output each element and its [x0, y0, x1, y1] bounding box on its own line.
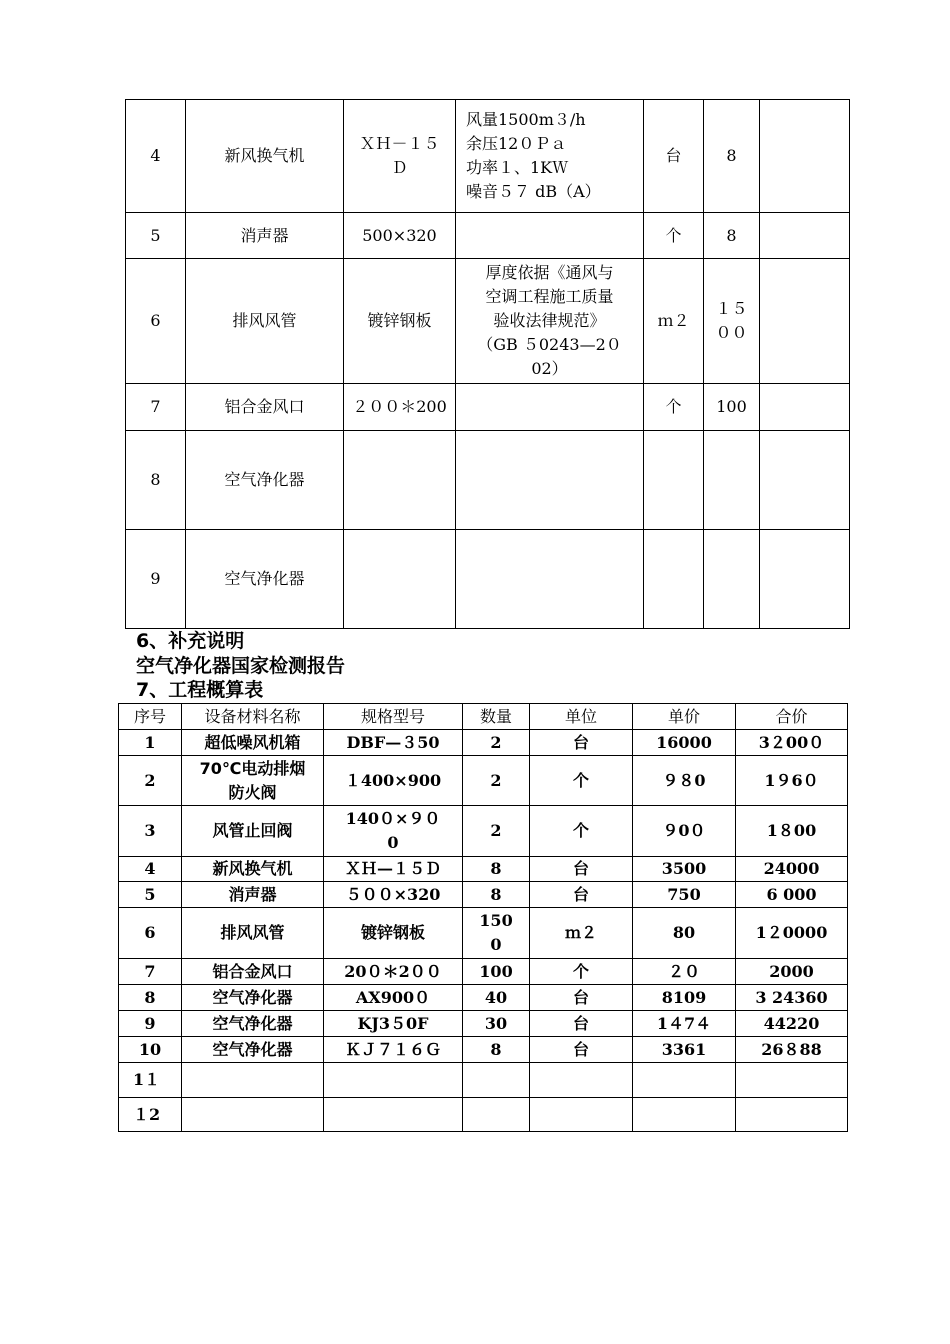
cell-line: 消声器	[228, 884, 277, 904]
name-cell: 空气净化器	[186, 431, 344, 530]
cell-line: ２０	[667, 961, 700, 981]
cell-line: 4	[144, 859, 156, 878]
unit-price-cell	[633, 1037, 736, 1063]
column-header: 单价	[633, 704, 736, 730]
budget-table	[118, 703, 848, 1132]
cell-line: 8	[726, 225, 737, 245]
spec-cell	[456, 384, 644, 431]
model-cell	[324, 1011, 463, 1037]
cell-line: 2	[490, 770, 502, 790]
qty-cell	[463, 756, 530, 806]
spec-cell	[456, 259, 644, 384]
total-price-cell	[736, 908, 848, 959]
model-cell	[344, 259, 456, 384]
column-header: 数量	[463, 704, 530, 730]
cell-line: 80	[672, 923, 696, 942]
cell-line: 100	[479, 961, 513, 981]
cell-line: 20０＊2００	[344, 961, 442, 981]
model-cell	[344, 431, 456, 530]
row-number-cell	[119, 908, 182, 959]
unit-cell: 台	[530, 985, 633, 1011]
qty-cell	[463, 908, 530, 959]
total-price-cell	[736, 1011, 848, 1037]
cell-line: 140０×９０	[345, 809, 441, 828]
row-number-cell	[119, 730, 182, 756]
cell-line: 3500	[661, 859, 707, 878]
table-row	[119, 1098, 848, 1132]
total-price-cell	[736, 1098, 848, 1132]
model-cell	[324, 959, 463, 985]
unit-price-cell	[633, 1063, 736, 1098]
unit-price-cell	[633, 908, 736, 959]
cell-line: 空调工程施工质量	[485, 287, 614, 306]
unit-cell	[644, 530, 704, 629]
model-cell	[324, 806, 463, 857]
row-number-cell	[119, 959, 182, 985]
cell-line: KJ3５0F	[357, 1013, 429, 1033]
unit-price-cell	[633, 857, 736, 882]
qty-cell	[463, 985, 530, 1011]
cell-line: 100	[716, 397, 747, 416]
model-cell	[324, 1037, 463, 1063]
cell-line: 空气净化器	[212, 1013, 293, 1033]
cell-line: １2	[133, 1104, 161, 1124]
model-cell	[344, 100, 456, 213]
model-cell	[324, 882, 463, 908]
name-cell	[182, 1098, 324, 1132]
qty-cell	[704, 431, 760, 530]
unit-cell: 台	[530, 857, 633, 882]
section-6-title: 6、补充说明	[136, 630, 245, 652]
table-row	[119, 857, 848, 882]
cell-line: １400×900	[344, 770, 442, 790]
cell-line: 排风风管	[220, 923, 285, 942]
cell-line: １５	[715, 299, 748, 318]
cell-line: （GB ５0243—2０	[477, 335, 622, 354]
cell-line: 8	[726, 146, 737, 165]
cell-line: 1	[144, 732, 156, 752]
name-cell	[182, 882, 324, 908]
name-cell: 空气净化器	[186, 530, 344, 629]
qty-cell	[704, 259, 760, 384]
cell-line: 1８00	[766, 821, 817, 840]
cell-line: 8	[490, 859, 502, 878]
cell-line: 空气净化器	[212, 1039, 293, 1059]
row-number-cell	[119, 857, 182, 882]
cell-line: 2	[490, 732, 502, 752]
row-number-cell	[119, 882, 182, 908]
cell-line: 40	[484, 987, 508, 1007]
cell-line: 6	[144, 923, 156, 942]
cell-line: 验收法律规范》	[493, 311, 606, 330]
cell-line: 5	[144, 884, 156, 904]
qty-cell	[463, 882, 530, 908]
row-number-cell: 4	[126, 100, 186, 213]
spec-cell	[456, 530, 644, 629]
cell-line: 噪音５７ dB（A）	[466, 182, 601, 201]
cell-line: 超低噪风机箱	[204, 732, 301, 752]
column-header: 单位	[530, 704, 633, 730]
row-number-cell	[119, 1063, 182, 1098]
qty-cell	[463, 1011, 530, 1037]
remark-cell	[760, 431, 850, 530]
name-cell	[182, 959, 324, 985]
unit-price-cell	[633, 1011, 736, 1037]
cell-line: 新风换气机	[212, 859, 293, 878]
total-price-cell	[736, 756, 848, 806]
row-number-cell: 5	[126, 213, 186, 259]
row-number-cell	[119, 1037, 182, 1063]
row-number-cell	[119, 1098, 182, 1132]
cell-line: 3 24360	[755, 987, 828, 1007]
cell-line: 8109	[661, 987, 707, 1007]
row-number-cell	[119, 1011, 182, 1037]
unit-cell: 个	[644, 384, 704, 431]
cell-line: 风管止回阀	[212, 821, 293, 840]
cell-line: 8	[490, 884, 502, 904]
remark-cell	[760, 530, 850, 629]
name-cell	[182, 806, 324, 857]
table-row	[119, 1037, 848, 1063]
table-row	[119, 882, 848, 908]
cell-line: 3	[144, 821, 156, 840]
cell-line: 30	[484, 1013, 508, 1033]
unit-cell: 个	[644, 213, 704, 259]
cell-line: 2	[490, 821, 502, 840]
table-row	[119, 806, 848, 857]
table-row	[119, 1063, 848, 1098]
model-cell	[324, 985, 463, 1011]
header-row	[119, 704, 848, 730]
cell-line: ２００＊200	[352, 397, 447, 416]
cell-line: ＸＨ—１５Ｄ	[344, 859, 441, 878]
cell-line: 3２00０	[758, 732, 825, 752]
cell-line: 9	[144, 1013, 156, 1033]
spec-cell	[456, 213, 644, 259]
unit-price-cell	[633, 806, 736, 857]
name-cell: 消声器	[186, 213, 344, 259]
table-row	[126, 431, 850, 530]
cell-line: 500×320	[362, 225, 437, 245]
cell-line: 风量1500m３/h	[466, 110, 586, 129]
name-cell	[182, 730, 324, 756]
qty-cell	[463, 1037, 530, 1063]
row-number-cell	[119, 806, 182, 857]
cell-line: ９８0	[662, 770, 706, 790]
cell-line: 70℃电动排烟	[199, 758, 306, 778]
unit-cell: ｍ２	[644, 259, 704, 384]
row-number-cell	[119, 985, 182, 1011]
unit-cell: 个	[530, 959, 633, 985]
name-cell	[182, 857, 324, 882]
total-price-cell	[736, 1063, 848, 1098]
equipment-table	[125, 99, 850, 629]
total-price-cell	[736, 806, 848, 857]
model-cell	[324, 857, 463, 882]
column-header: 规格型号	[324, 704, 463, 730]
column-header: 合价	[736, 704, 848, 730]
row-number-cell: 9	[126, 530, 186, 629]
unit-price-cell	[633, 756, 736, 806]
model-cell	[344, 530, 456, 629]
cell-line: 26８88	[761, 1039, 822, 1059]
unit-price-cell	[633, 1098, 736, 1132]
cell-line: ５００×320	[345, 884, 441, 904]
cell-line: ９0０	[662, 821, 706, 840]
cell-line: 2000	[769, 961, 814, 981]
table-row	[119, 985, 848, 1011]
cell-line: 10	[138, 1039, 162, 1059]
qty-cell	[704, 530, 760, 629]
unit-cell: 台	[530, 730, 633, 756]
cell-line: 镀锌钢板	[367, 311, 432, 330]
cell-line: 24000	[763, 859, 820, 878]
unit-cell: ｍ２	[530, 908, 633, 959]
unit-cell: 台	[644, 100, 704, 213]
row-number-cell: 7	[126, 384, 186, 431]
qty-cell	[463, 730, 530, 756]
cell-line: 8	[490, 1039, 502, 1059]
model-cell	[344, 384, 456, 431]
cell-line: 6 000	[766, 884, 817, 904]
cell-line: AX900０	[355, 987, 431, 1007]
cell-line: 1９6０	[764, 770, 819, 790]
cell-line: 1４7４	[656, 1013, 712, 1033]
model-cell	[324, 908, 463, 959]
unit-cell: 台	[530, 1011, 633, 1037]
cell-line: ００	[715, 323, 748, 342]
cell-line: 1２0000	[755, 923, 828, 942]
table-row	[126, 530, 850, 629]
remark-cell	[760, 213, 850, 259]
total-price-cell	[736, 857, 848, 882]
cell-line: ＫＪ７１６Ｇ	[344, 1039, 441, 1059]
unit-price-cell	[633, 985, 736, 1011]
unit-cell	[530, 1098, 633, 1132]
unit-price-cell	[633, 959, 736, 985]
name-cell	[182, 1011, 324, 1037]
cell-line: 1１	[133, 1070, 161, 1089]
unit-cell: 个	[530, 806, 633, 857]
cell-line: 3361	[661, 1039, 707, 1059]
name-cell	[182, 908, 324, 959]
table-row	[126, 100, 850, 213]
name-cell: 排风风管	[186, 259, 344, 384]
qty-cell	[463, 1098, 530, 1132]
unit-cell: 台	[530, 1037, 633, 1063]
spec-cell	[456, 431, 644, 530]
cell-line: 0	[387, 833, 399, 852]
cell-line: 0	[490, 935, 502, 954]
spec-cell	[456, 100, 644, 213]
table-row	[126, 384, 850, 431]
name-cell: 铝合金风口	[186, 384, 344, 431]
row-number-cell: 6	[126, 259, 186, 384]
model-cell	[324, 730, 463, 756]
section-7-title: 7、工程概算表	[136, 679, 264, 701]
model-cell	[324, 1098, 463, 1132]
table-row	[119, 908, 848, 959]
qty-cell	[704, 213, 760, 259]
unit-cell: 台	[530, 882, 633, 908]
total-price-cell	[736, 959, 848, 985]
cell-line: 750	[667, 884, 701, 904]
remark-cell	[760, 100, 850, 213]
total-price-cell	[736, 1037, 848, 1063]
unit-price-cell	[633, 730, 736, 756]
qty-cell	[463, 1063, 530, 1098]
cell-line: 02）	[531, 359, 568, 378]
qty-cell	[704, 384, 760, 431]
unit-price-cell	[633, 882, 736, 908]
cell-line: 44220	[763, 1013, 820, 1033]
cell-line: DBF—３50	[346, 732, 440, 752]
name-cell	[182, 756, 324, 806]
table-row	[126, 213, 850, 259]
cell-line: 功率１、1KＷ	[466, 158, 569, 177]
name-cell	[182, 1037, 324, 1063]
model-cell	[324, 1063, 463, 1098]
section-6-body: 空气净化器国家检测报告	[136, 655, 346, 677]
column-header: 序号	[119, 704, 182, 730]
remark-cell	[760, 259, 850, 384]
unit-cell	[530, 1063, 633, 1098]
table-row	[119, 756, 848, 806]
cell-line: ＸＨ－１５	[359, 134, 440, 153]
unit-cell: 个	[530, 756, 633, 806]
cell-line: 16000	[656, 732, 712, 752]
qty-cell	[463, 959, 530, 985]
cell-line: 防火阀	[228, 782, 277, 802]
cell-line: 7	[144, 961, 156, 981]
qty-cell	[704, 100, 760, 213]
name-cell: 新风换气机	[186, 100, 344, 213]
cell-line: 镀锌钢板	[360, 923, 425, 942]
total-price-cell	[736, 730, 848, 756]
cell-line: 余压12０Ｐａ	[466, 134, 567, 153]
name-cell	[182, 1063, 324, 1098]
table-row	[119, 959, 848, 985]
total-price-cell	[736, 985, 848, 1011]
remark-cell	[760, 384, 850, 431]
cell-line: 空气净化器	[212, 987, 293, 1007]
cell-line: Ｄ	[391, 158, 408, 177]
table-row	[119, 730, 848, 756]
table-row	[126, 259, 850, 384]
model-cell	[344, 213, 456, 259]
table-row	[119, 1011, 848, 1037]
row-number-cell: 8	[126, 431, 186, 530]
row-number-cell	[119, 756, 182, 806]
qty-cell	[463, 806, 530, 857]
total-price-cell	[736, 882, 848, 908]
cell-line: 厚度依据《通风与	[485, 263, 614, 282]
unit-cell	[644, 431, 704, 530]
qty-cell	[463, 857, 530, 882]
name-cell	[182, 985, 324, 1011]
cell-line: 2	[144, 770, 156, 790]
model-cell	[324, 756, 463, 806]
cell-line: 8	[144, 987, 156, 1007]
column-header: 设备材料名称	[182, 704, 324, 730]
cell-line: 150	[479, 911, 513, 930]
cell-line: 铝合金风口	[212, 961, 293, 981]
